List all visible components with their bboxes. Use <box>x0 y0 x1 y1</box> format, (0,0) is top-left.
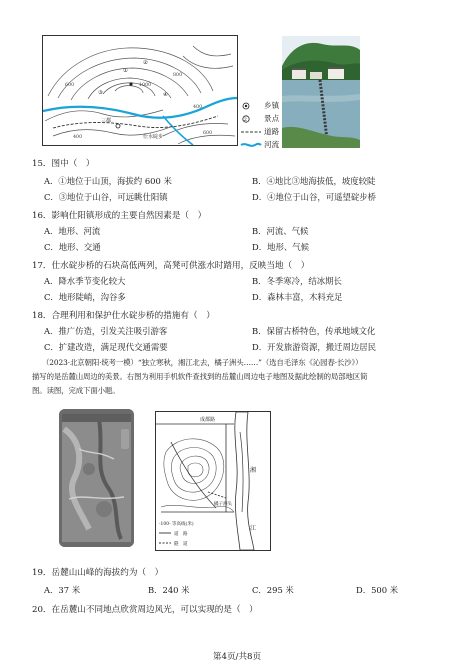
q16-option-c[interactable]: C．地形、交通 <box>44 242 101 252</box>
question-19-stem: 19．岳麓山山峰的海拔约为（ ） <box>32 568 164 578</box>
label-xiang: 湘 <box>250 467 257 474</box>
town-icon <box>240 101 262 111</box>
q15-option-c[interactable]: C．③地位于山谷，可远眺仕阳镇 <box>44 192 168 202</box>
page-number: 第4页/共8页 <box>212 652 262 662</box>
question-15-stem: 15．图中（ ） <box>32 159 95 169</box>
q17-option-a[interactable]: A．降水季节变化较大 <box>44 276 126 286</box>
legend-river-label: 河流 <box>264 140 280 149</box>
label-c400: 400 <box>193 105 203 110</box>
label-juzizhou: 橘子洲头 <box>214 502 232 507</box>
river-icon <box>240 140 262 150</box>
label-shizhai: 仕水碇步 <box>143 134 164 140</box>
legend-scenic <box>240 113 279 124</box>
label-c600: 600 <box>65 83 75 88</box>
label-c400b: 400 <box>73 135 83 140</box>
q18-option-b[interactable]: B．保留古桥特色，传承地域文化 <box>252 326 376 336</box>
photo-stepping-stone-bridge <box>282 36 360 148</box>
legend-town <box>240 100 279 111</box>
scenic-icon <box>240 114 262 124</box>
phone-map-screenshot <box>59 409 134 547</box>
q17-option-d[interactable]: D．森林丰富，木料充足 <box>252 292 343 302</box>
label-circle1: ① <box>123 68 128 74</box>
q19-option-c[interactable]: C．295 米 <box>252 585 294 595</box>
q19-option-a[interactable]: A．37 米 <box>44 585 81 595</box>
q15-option-b[interactable]: B．④地比③地海拔低，坡度较陡 <box>252 176 376 186</box>
legend-road-2: 道 路 <box>174 532 188 537</box>
legend-town-label: 乡镇 <box>264 101 280 110</box>
peak-marker <box>129 82 132 85</box>
legend-contour: -100- 等高线(米) <box>159 522 194 527</box>
q18-option-a[interactable]: A．推广仿造，引发关注吸引游客 <box>44 326 168 336</box>
question-16-stem: 16．影响仕阳镇形成的主要自然因素是（ ） <box>32 211 207 221</box>
question-17-stem: 17．仕水碇步桥的石块高低两列，高凳可供涨水时踏用，反映当地（ ） <box>32 261 310 271</box>
svg-text:2: 2 <box>243 116 247 123</box>
intro-line-2: 描写的是岳麓山周边的美景。右图为利用手机软件查找到的岳麓山周边电子地图及据此绘制的局部地区简 <box>32 372 368 381</box>
town-marker <box>116 124 120 128</box>
question-20-stem: 20．在岳麓山不同地点欣赏周边风光，可以实现的是（ ） <box>32 605 258 615</box>
legend-road-label: 道路 <box>264 127 280 136</box>
intro-line-1: （2023·北京朝阳·统考一模）“独立寒秋，湘江北去，橘子洲头……”（选自毛泽东《沁园春·长沙》） <box>42 358 363 367</box>
label-sandu: 三都 <box>101 118 112 124</box>
q17-option-b[interactable]: B．冬季寒冷，结冰期长 <box>252 276 342 286</box>
contour-map-drawing <box>43 36 237 145</box>
label-c600b: 600 <box>203 131 213 136</box>
label-c800: 800 <box>173 73 183 78</box>
legend-river <box>240 139 279 150</box>
q17-option-c[interactable]: C．地形陡峭，沟谷多 <box>44 292 126 302</box>
legend-tunnel: 隧 道 <box>174 542 188 547</box>
q16-option-b[interactable]: B．河流、气候 <box>252 226 309 236</box>
question-18-stem: 18．合理利用和保护仕水碇步桥的措施有（ ） <box>32 311 215 321</box>
q19-option-d[interactable]: D．500 米 <box>356 585 399 595</box>
sketch-map-yuelu <box>155 411 271 551</box>
contour-map-shiyang <box>42 35 238 146</box>
road-icon <box>240 127 262 137</box>
label-circle3: ③ <box>98 90 103 96</box>
label-chengdu-road: 成都路 <box>200 417 216 423</box>
q18-option-c[interactable]: C．扩建改造，满足现代交通需要 <box>44 342 168 352</box>
label-circle4: ④ <box>163 92 168 98</box>
q18-option-d[interactable]: D．开发旅游资源，搬迁周边居民 <box>252 342 376 352</box>
q16-option-a[interactable]: A．地形、河流 <box>44 226 101 236</box>
q15-option-a[interactable]: A．①地位于山顶，海拔约 600 米 <box>44 176 172 186</box>
q16-option-d[interactable]: D．地形、气候 <box>252 242 309 252</box>
label-circle2: ② <box>143 60 148 66</box>
q15-option-d[interactable]: D．④地位于山谷，可遥望碇步桥 <box>252 192 376 202</box>
legend-road <box>240 126 279 137</box>
q19-option-b[interactable]: B．240 米 <box>148 585 190 595</box>
legend-scenic-label: 景点 <box>264 114 280 123</box>
intro-line-3: 图。读图，完成下面小题。 <box>32 386 120 395</box>
label-jiang: 江 <box>250 525 257 532</box>
label-c1000: 1000 <box>139 83 152 88</box>
